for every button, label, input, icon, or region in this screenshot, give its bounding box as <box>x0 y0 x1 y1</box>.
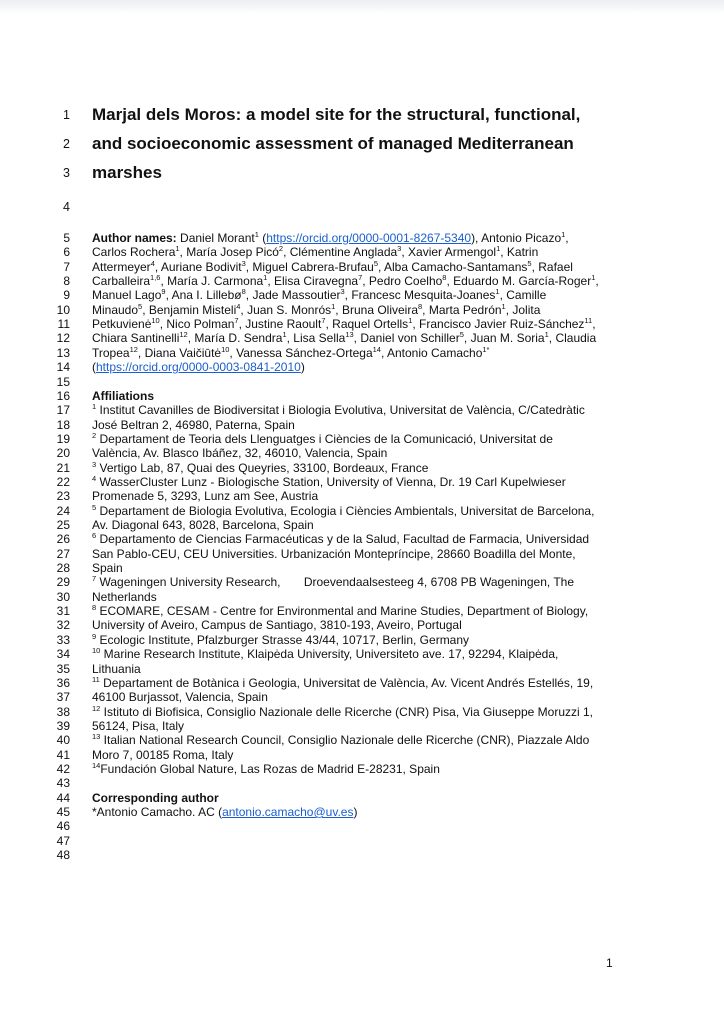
line-number: 23 <box>56 489 70 504</box>
text-run: , Jade Massoutier <box>245 288 341 303</box>
text-run: José Beltran 2, 46980, Paterna, Spain <box>92 417 295 432</box>
line-number: 42 <box>56 761 70 776</box>
text-run: , Clémentine Anglada <box>283 245 398 260</box>
superscript-affiliation: 3 <box>92 459 97 469</box>
superscript-affiliation: 4 <box>150 258 155 268</box>
line-number: 28 <box>56 561 70 576</box>
text-run: , Vanessa Sánchez-Ortega <box>229 345 373 360</box>
text-run: Petkuvienė <box>92 317 152 332</box>
text-run: , Ana I. Lillebø <box>165 288 242 303</box>
text-run: Carlos Rochera <box>92 245 176 260</box>
text-line <box>92 331 596 345</box>
text-line <box>92 303 540 317</box>
superscript-affiliation: 11 <box>92 674 100 684</box>
line-number: 22 <box>56 474 70 489</box>
hyperlink[interactable]: antonio.camacho@uv.es <box>222 805 354 819</box>
text-run: , Camille <box>499 288 547 303</box>
superscript-affiliation: 1,6 <box>150 273 161 283</box>
superscript-affiliation: 10 <box>221 344 230 354</box>
text-run: Vertigo Lab, 87, Quai des Queyries, 33100, Bordeaux, France <box>96 460 429 475</box>
superscript-affiliation: 8 <box>92 603 97 613</box>
superscript-affiliation: 8 <box>241 287 246 297</box>
text-line <box>92 418 295 432</box>
line-number: 29 <box>56 575 70 590</box>
superscript-affiliation: 9 <box>161 287 166 297</box>
line-number: 2 <box>63 137 70 151</box>
superscript-affiliation: 10 <box>92 646 101 656</box>
line-number: 4 <box>63 200 70 214</box>
text-line <box>92 791 219 805</box>
text-run: Tropea <box>92 345 130 360</box>
text-run: Minaudo <box>92 302 139 317</box>
superscript-affiliation: 12 <box>92 703 101 713</box>
text-line <box>92 618 462 632</box>
text-run: , Francesc Mesquita-Joanes <box>344 288 496 303</box>
line-number: 45 <box>56 805 70 819</box>
text-line <box>92 762 440 776</box>
text-run: Promenade 5, 3293, Lunz am See, Austria <box>92 489 319 504</box>
text-run: ( <box>258 231 267 245</box>
text-run: ) <box>353 805 358 819</box>
superscript-affiliation: 7 <box>92 574 97 584</box>
superscript-affiliation: 12 <box>179 330 188 340</box>
text-line <box>92 561 123 575</box>
superscript-affiliation: 2 <box>92 430 97 440</box>
line-number: 27 <box>56 546 70 561</box>
text-line <box>92 733 589 747</box>
text-run: , Juan M. Soria <box>463 331 545 346</box>
text-run: , Marta Pedrón <box>422 302 502 317</box>
line-number: 32 <box>56 618 70 633</box>
text-line <box>92 403 585 417</box>
line-number: 12 <box>56 331 70 346</box>
line-number: 40 <box>56 733 70 748</box>
line-number: 20 <box>56 446 70 461</box>
line-number: 1 <box>63 108 70 122</box>
text-run: , Eduardo M. García-Roger <box>446 274 592 289</box>
superscript-affiliation: 14 <box>372 344 381 354</box>
text-run: , <box>565 231 569 245</box>
text-line <box>92 446 387 460</box>
line-number: 24 <box>56 503 70 518</box>
superscript-affiliation: 1 <box>544 330 549 340</box>
text-run: , Miguel Cabrera-Brufau <box>245 259 374 274</box>
text-run: , María D. Sendra <box>187 331 283 346</box>
text-run: , Justine Raoult <box>238 317 322 332</box>
superscript-affiliation: 1 <box>254 230 259 239</box>
superscript-affiliation: 1 <box>495 287 500 297</box>
text-run: 46100 Burjassot, Valencia, Spain <box>92 690 268 705</box>
text-line <box>92 489 318 503</box>
line-number: 37 <box>56 690 70 705</box>
section-heading: Author names: <box>92 231 177 245</box>
text-run: Av. Diagonal 643, 8028, Barcelona, Spain <box>92 518 314 532</box>
superscript-affiliation: 3 <box>241 258 246 268</box>
text-line <box>92 475 566 489</box>
superscript-affiliation: 1 <box>175 244 180 254</box>
text-run: Departament de Biologia Evolutiva, Ecologia i Ciències Ambientals, Universitat de Barcelona, <box>96 503 595 518</box>
text-run: Lithuania <box>92 661 141 676</box>
text-line <box>92 662 141 676</box>
text-line <box>92 532 589 546</box>
superscript-affiliation: 1 <box>591 273 596 283</box>
superscript-affiliation: 1 <box>282 330 287 340</box>
superscript-affiliation: 8 <box>442 273 447 283</box>
superscript-affiliation: 8 <box>418 301 423 311</box>
line-number: 30 <box>56 589 70 604</box>
superscript-affiliation: 13 <box>345 330 354 340</box>
line-number: 15 <box>56 374 70 389</box>
text-run: Departament de Teoria dels Llenguatges i Ciències de la Comunicació, Universitat de <box>96 431 553 446</box>
text-run: , Alba Camacho-Santamans <box>377 259 528 274</box>
text-run: Departamento de Ciencias Farmacéuticas y de la Salud, Facultad de Farmacia, Universidad <box>96 532 590 547</box>
line-number: 10 <box>56 302 70 317</box>
superscript-affiliation: 7 <box>358 273 363 283</box>
text-run: , Benjamin Misteli <box>142 302 237 317</box>
superscript-affiliation: 11 <box>584 316 593 326</box>
line-number: 11 <box>57 317 70 332</box>
section-heading: Affiliations <box>92 388 154 403</box>
text-line <box>92 360 305 374</box>
line-number: 5 <box>63 231 70 245</box>
line-number: 33 <box>56 632 70 647</box>
line-number: 3 <box>63 166 70 180</box>
line-number: 18 <box>56 417 70 432</box>
text-run: Netherlands <box>92 589 157 604</box>
text-run: , Claudia <box>548 331 597 346</box>
hyperlink[interactable]: https://orcid.org/0000-0001-8267-5340 <box>266 231 472 245</box>
text-run: Departament de Botànica i Geologia, Universitat de València, Av. Vicent Andrés Estellés, 19, <box>99 675 594 690</box>
line-number: 21 <box>56 460 70 475</box>
superscript-affiliation: 4 <box>236 301 241 311</box>
text-run: , Juan S. Monrós <box>240 302 332 317</box>
text-run: Attermeyer <box>92 259 151 274</box>
text-line <box>92 288 546 302</box>
text-run: Institut Cavanilles de Biodiversitat i Biologia Evolutiva, Universitat de València, C/Catedràtic <box>96 403 585 418</box>
text-run: University of Aveiro, Campus de Santiago, 3810-193, Aveiro, Portugal <box>92 618 462 633</box>
line-number: 7 <box>63 259 70 274</box>
text-run: València, Av. Blasco Ibáñez, 32, 46010, Valencia, Spain <box>92 446 388 461</box>
text-run: Wageningen University Research, Droevendaalsesteeg 4, 6708 PB Wageningen, The <box>96 575 575 590</box>
line-number: 6 <box>63 245 70 260</box>
text-run: , María J. Carmona <box>160 274 264 289</box>
line-number: 36 <box>56 675 70 690</box>
text-run: , Elisa Ciravegna <box>267 274 359 289</box>
text-line <box>92 705 593 719</box>
text-run: Marine Research Institute, Klaipėda University, Universiteto ave. 17, 92294, Klaipėda, <box>100 647 559 662</box>
text-line <box>92 432 553 446</box>
text-line <box>92 504 594 518</box>
line-number: 35 <box>56 661 70 676</box>
text-run: , Antonio Camacho <box>380 345 483 360</box>
text-run: San Pablo-CEU, CEU Universities. Urbanización Montepríncipe, 28660 Boadilla del Monte, <box>92 546 576 561</box>
text-run: Manuel Lago <box>92 288 162 303</box>
text-run: Spain <box>92 561 123 576</box>
superscript-affiliation: 1 <box>408 316 413 326</box>
superscript-affiliation: 1* <box>482 344 490 354</box>
text-run: , Rafael <box>531 259 573 274</box>
superscript-affiliation: 3 <box>397 244 402 254</box>
superscript-affiliation: 7 <box>234 316 239 326</box>
text-run: ECOMARE, CESAM - Centre for Environmental and Marine Studies, Department of Biology, <box>96 604 589 619</box>
text-run: Carballeira <box>92 274 151 289</box>
line-number: 25 <box>56 518 70 532</box>
text-run: , Nico Polman <box>159 317 235 332</box>
superscript-affiliation: 14 <box>92 760 101 770</box>
title-line: marshes <box>92 163 162 182</box>
text-run: , María Josep Picó <box>179 245 279 260</box>
superscript-affiliation: 12 <box>129 344 138 354</box>
superscript-affiliation: 5 <box>373 258 378 268</box>
text-line <box>92 575 574 589</box>
text-line <box>92 748 233 762</box>
text-run: Ecologic Institute, Pfalzburger Strasse 43/44, 10717, Berlin, Germany <box>96 632 470 647</box>
text-line <box>92 389 154 403</box>
line-number: 13 <box>56 345 70 360</box>
line-number: 47 <box>56 833 70 848</box>
superscript-affiliation: 10 <box>151 316 160 326</box>
text-run: , Daniel von Schiller <box>353 331 460 346</box>
text-run: , Pedro Coelho <box>362 274 443 289</box>
line-number: 19 <box>56 431 70 446</box>
text-line <box>92 274 599 288</box>
text-line <box>92 690 268 704</box>
line-number: 38 <box>56 704 70 719</box>
text-line <box>92 647 558 661</box>
superscript-affiliation: 6 <box>92 531 97 541</box>
superscript-affiliation: 3 <box>340 287 345 297</box>
text-run: , Katrin <box>500 245 539 260</box>
superscript-affiliation: 13 <box>92 732 101 742</box>
text-run: , <box>595 274 599 289</box>
text-run: Moro 7, 00185 Roma, Italy <box>92 747 234 762</box>
superscript-affiliation: 1 <box>92 402 97 412</box>
text-run: , Xavier Armengol <box>401 245 497 260</box>
superscript-affiliation: 7 <box>321 316 326 326</box>
text-run: ), Antonio Picazo <box>471 231 562 245</box>
superscript-affiliation: 5 <box>138 301 143 311</box>
line-number: 34 <box>56 647 70 662</box>
text-line <box>92 604 588 618</box>
text-line <box>92 461 428 475</box>
superscript-affiliation: 1 <box>263 273 268 283</box>
text-line <box>92 633 469 647</box>
line-number: 31 <box>56 604 70 619</box>
text-line <box>92 518 314 532</box>
text-line <box>92 676 593 690</box>
text-line <box>92 547 576 561</box>
text-line <box>92 231 569 245</box>
superscript-affiliation: 5 <box>459 330 464 340</box>
text-run: , Lisa Sella <box>286 331 346 346</box>
text-line <box>92 260 573 274</box>
text-run: , Jolita <box>505 302 541 317</box>
line-number: 9 <box>63 288 70 303</box>
section-heading: Corresponding author <box>92 790 219 805</box>
text-run: , Diana Vaičiūtė <box>137 345 222 360</box>
title-line: Marjal dels Moros: a model site for the structural, functional, <box>92 105 581 124</box>
superscript-affiliation: 5 <box>92 502 97 512</box>
superscript-affiliation: 9 <box>92 631 97 641</box>
hyperlink[interactable]: https://orcid.org/0000-0003-0841-2010 <box>96 360 301 375</box>
line-number: 41 <box>56 747 70 762</box>
title-line: and socioeconomic assessment of managed Mediterranean <box>92 134 574 153</box>
line-number: 8 <box>63 274 70 289</box>
text-line <box>92 317 596 331</box>
line-number: 14 <box>56 360 70 375</box>
superscript-affiliation: 5 <box>527 258 532 268</box>
line-number: 39 <box>56 718 70 733</box>
line-number: 16 <box>56 388 70 403</box>
text-run: ( <box>92 360 96 375</box>
viewer-top-edge <box>0 0 724 14</box>
text-line <box>92 346 489 360</box>
text-run: WasserCluster Lunz - Biologische Station, University of Vienna, Dr. 19 Carl Kupelwieser <box>96 474 566 489</box>
text-run: Italian National Research Council, Consiglio Nazionale delle Ricerche (CNR), Piazzale Aldo <box>100 733 590 748</box>
page-number: 1 <box>606 956 613 970</box>
line-number: 48 <box>56 848 70 863</box>
superscript-affiliation: 1 <box>501 301 506 311</box>
superscript-affiliation: 2 <box>278 244 284 254</box>
text-run: Istituto di Biofisica, Consiglio Nazionale delle Ricerche (CNR) Pisa, Via Giuseppe Moruzzi 1, <box>100 704 593 719</box>
line-number: 43 <box>56 776 70 791</box>
text-line <box>92 590 157 604</box>
text-run: ) <box>300 360 305 375</box>
text-run: , <box>592 317 596 332</box>
text-run: , Auriane Bodivit <box>154 259 242 274</box>
superscript-affiliation: 1 <box>331 301 336 311</box>
text-run: 56124, Pisa, Italy <box>92 718 185 733</box>
text-run: *Antonio Camacho. AC ( <box>92 805 223 819</box>
line-number: 26 <box>56 532 70 547</box>
line-number: 44 <box>56 790 70 805</box>
superscript-affiliation: 1 <box>496 244 501 254</box>
text-run: Chiara Santinelli <box>92 331 180 346</box>
text-line <box>92 805 357 819</box>
text-run: , Bruna Oliveira <box>335 302 418 317</box>
line-number: 46 <box>56 819 70 834</box>
text-line <box>92 245 538 259</box>
line-number: 17 <box>56 403 70 418</box>
text-run: , Raquel Ortells <box>325 317 409 332</box>
superscript-affiliation: 4 <box>92 473 97 483</box>
text-run: Daniel Morant <box>176 231 255 245</box>
text-line <box>92 719 184 733</box>
text-run: , Francisco Javier Ruiz-Sánchez <box>412 317 585 332</box>
superscript-affiliation: 1 <box>561 230 566 239</box>
text-run: Fundación Global Nature, Las Rozas de Madrid E-28231, Spain <box>100 761 440 776</box>
